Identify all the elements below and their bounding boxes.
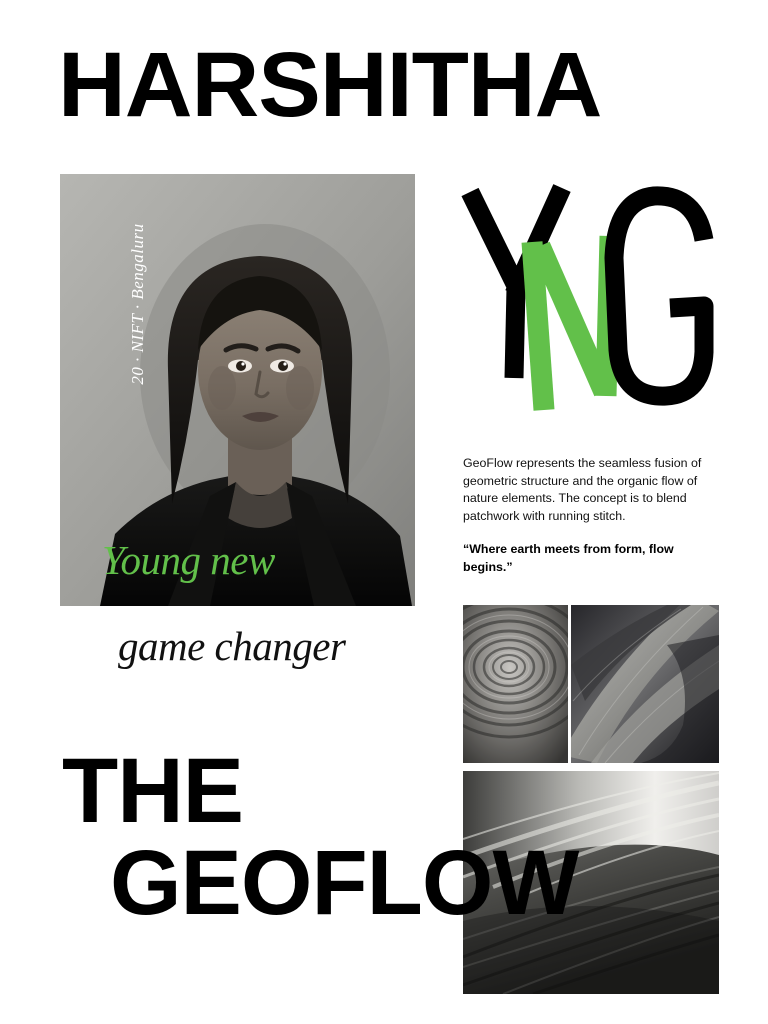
yng-logo bbox=[458, 182, 720, 438]
bottom-headline-line1: THE bbox=[62, 740, 243, 842]
pull-quote: “Where earth meets from form, flow begins.” bbox=[463, 542, 674, 574]
logo-letter-g bbox=[614, 196, 704, 396]
leaf-texture-illustration bbox=[571, 605, 719, 763]
portrait-vertical-caption: 20 · NIFT · Bengaluru bbox=[128, 223, 147, 385]
wood-grain-illustration bbox=[463, 605, 568, 763]
body-paragraph: GeoFlow represents the seamless fusion of geometric structure and the organic flow of nature elements. The concept is to blend patchwork with running stitch. bbox=[463, 456, 702, 523]
portrait-photo bbox=[60, 174, 415, 606]
portrait-overlay-text: Young new bbox=[102, 537, 275, 583]
yng-logo-mark bbox=[458, 182, 720, 438]
page-title: HARSHITHA bbox=[58, 34, 602, 136]
sub-headline: game changer bbox=[118, 623, 346, 669]
wood-grain-photo bbox=[463, 605, 568, 763]
leaf-texture-photo bbox=[571, 605, 719, 763]
logo-letter-n bbox=[532, 236, 610, 410]
bottom-headline-line2: GEOFLOW bbox=[110, 832, 579, 934]
